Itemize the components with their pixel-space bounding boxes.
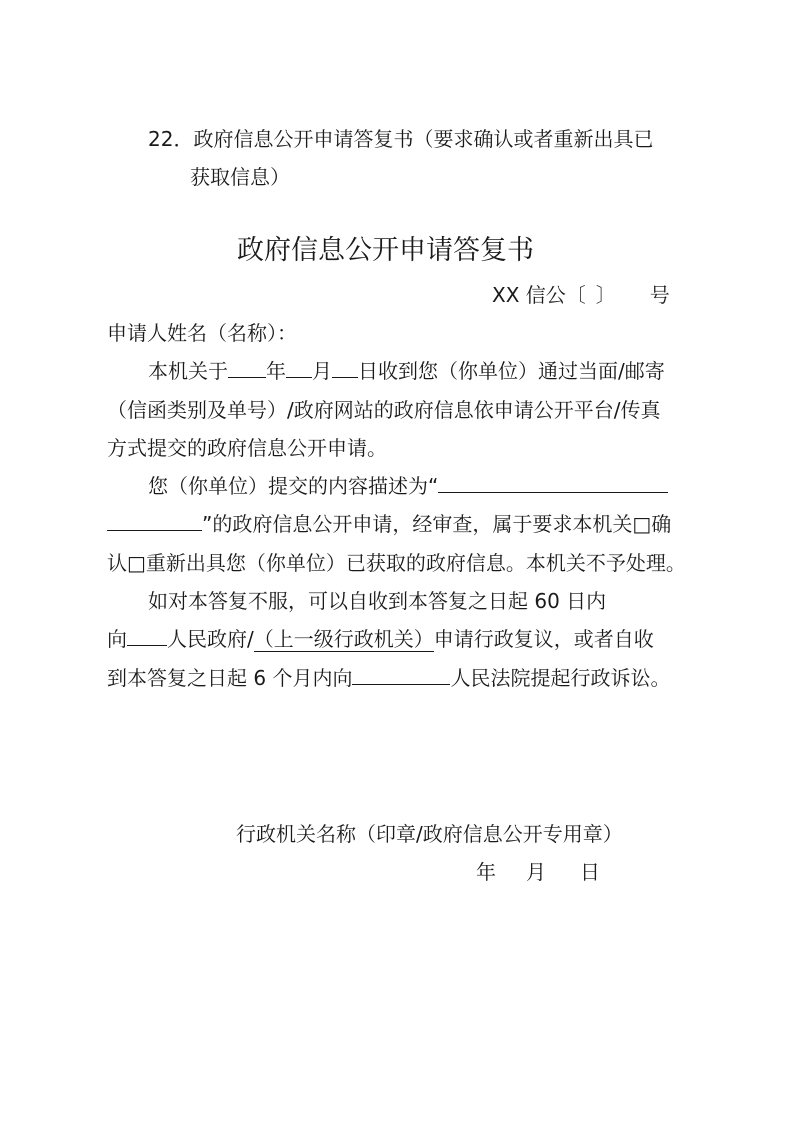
date-year: 年	[476, 860, 496, 884]
para3-text-government: 人民政府/	[167, 627, 254, 651]
date-day: 日	[580, 860, 600, 884]
para1-text-a: 本机关于	[148, 359, 228, 383]
content-description-blank-1[interactable]	[438, 472, 668, 493]
doc-number-bracket-close: 〕	[595, 283, 616, 307]
para2-line-3: 认□重新出具您（你单位）已获取的政府信息。本机关不予处理。	[107, 551, 686, 575]
para3-line-1: 如对本答复不服，可以自收到本答复之日起 60 日内	[148, 589, 607, 613]
para3-text-review: 申请行政复议，或者自收	[433, 627, 654, 651]
superior-agency-field[interactable]: （上一级行政机关）	[253, 627, 434, 651]
date-month: 月	[526, 860, 546, 884]
para2-line-1	[148, 472, 668, 500]
court-blank[interactable]	[352, 664, 450, 685]
signature-date	[476, 858, 600, 886]
government-blank[interactable]	[127, 625, 167, 646]
section-heading-line-2: 获取信息）	[190, 165, 290, 189]
para3-line-3	[107, 664, 670, 692]
para2-text-1: 您（你单位）提交的内容描述为“	[148, 474, 439, 498]
doc-number-suffix: 号	[649, 283, 670, 307]
document-title: 政府信息公开申请答复书	[237, 235, 534, 266]
day-blank[interactable]	[332, 357, 358, 378]
doc-number-prefix: XX 信公〔	[492, 283, 586, 307]
para1-text-month: 月	[312, 359, 332, 383]
para1-text-day: 日收到您（你单位）通过当面/邮寄	[358, 359, 665, 383]
para1-line-2: （信函类别及单号）/政府网站的政府信息依申请公开平台/传真	[107, 398, 661, 422]
content-description-blank-2[interactable]	[107, 510, 202, 531]
salutation: 申请人姓名（名称）：	[107, 321, 297, 345]
document-number	[492, 281, 670, 309]
para3-text-within: 到本答复之日起 6 个月内向	[107, 666, 353, 690]
year-blank[interactable]	[228, 357, 266, 378]
para2-text-2: ”的政府信息公开申请，经审查，属于要求本机关□确	[202, 512, 672, 536]
para1-line-1	[148, 357, 665, 385]
signature-organization: 行政机关名称（印章/政府信息公开专用章）	[236, 822, 623, 846]
para2-line-2	[107, 510, 671, 538]
para1-line-3: 方式提交的政府信息公开申请。	[107, 436, 387, 460]
para3-line-2	[107, 625, 654, 653]
para3-text-court: 人民法院提起行政诉讼。	[450, 666, 671, 690]
para3-text-to: 向	[107, 627, 127, 651]
para1-text-year: 年	[266, 359, 286, 383]
section-heading-line-1: 22．政府信息公开申请答复书（要求确认或者重新出具已	[148, 127, 654, 151]
month-blank[interactable]	[286, 357, 312, 378]
